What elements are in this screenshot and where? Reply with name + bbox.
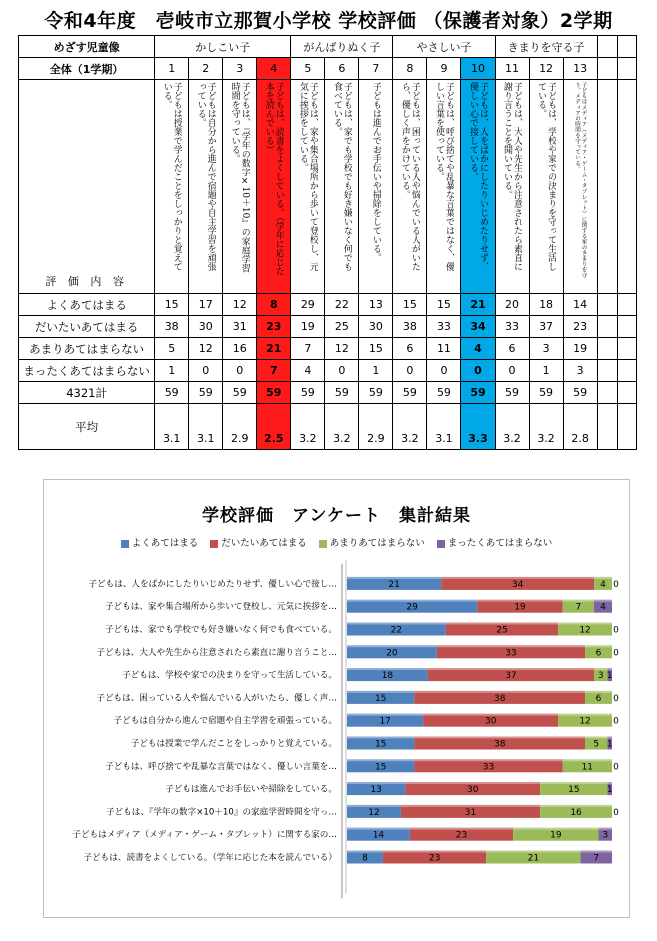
item-text: 子どもは、家や集合場所から歩いて登校し、元気に挨拶をしている。	[297, 82, 318, 271]
bar-value-label: 0	[613, 807, 619, 818]
bar-highlight	[347, 851, 383, 853]
table-cell: 3.1	[155, 404, 189, 450]
bar-highlight	[437, 645, 585, 647]
item-number: 1	[155, 58, 189, 80]
table-cell: 13	[359, 294, 393, 316]
item-text-cell	[291, 80, 325, 294]
row-label: だいたいあてはまる	[19, 316, 155, 338]
bar-value-label: 23	[428, 853, 441, 864]
item-number: 8	[393, 58, 427, 80]
category-label: 子どもは進んでお手伝いや掃除をしている。	[165, 784, 337, 795]
table-cell: 59	[461, 382, 495, 404]
table-cell: 59	[393, 382, 427, 404]
bar-highlight	[347, 759, 414, 761]
item-text-cell	[393, 80, 427, 294]
stacked-bar-chart	[44, 480, 631, 919]
empty-cell	[597, 338, 618, 360]
empty-cell	[597, 316, 618, 338]
legend-label: まったくあてはまらない	[447, 538, 553, 549]
bar-highlight	[410, 828, 513, 830]
table-cell: 30	[359, 316, 393, 338]
table-row	[19, 382, 637, 404]
bar-highlight	[347, 828, 410, 830]
bar-value-label: 23	[455, 830, 468, 841]
bar-highlight	[585, 645, 612, 647]
bar-value-label: 11	[581, 762, 594, 773]
item-text-cell	[189, 80, 223, 294]
table-cell: 18	[529, 294, 563, 316]
bar-highlight	[594, 577, 612, 579]
table-cell: 21	[257, 338, 291, 360]
bar-value-label: 1	[606, 671, 613, 682]
table-cell: 17	[189, 294, 223, 316]
bar-highlight	[563, 759, 612, 761]
table-cell: 15	[393, 294, 427, 316]
item-text-cell	[223, 80, 257, 294]
bar-value-label: 6	[595, 693, 602, 704]
bar-value-label: 3	[597, 671, 604, 682]
bar-highlight	[414, 737, 585, 739]
bar-value-label: 17	[379, 716, 391, 727]
table-cell: 20	[495, 294, 529, 316]
table-cell: 34	[461, 316, 495, 338]
item-number: 4	[257, 58, 291, 80]
table-cell: 6	[495, 338, 529, 360]
bar-highlight	[585, 737, 607, 739]
table-cell: 59	[359, 382, 393, 404]
table-cell: 29	[291, 294, 325, 316]
empty-cell	[618, 382, 637, 404]
table-cell: 12	[325, 338, 359, 360]
bar-value-label: 13	[370, 785, 382, 796]
table-cell: 3.2	[529, 404, 563, 450]
table-cell: 12	[223, 294, 257, 316]
bar-value-label: 33	[482, 762, 495, 773]
table-cell: 4	[291, 360, 325, 382]
category-label: 子どもは、困っている人や悩んでいる人がいたら、優しく声…	[96, 693, 337, 704]
category-label: 子どもはメディア（メディア・ゲーム・タブレット）に関する家の…	[72, 830, 337, 841]
table-cell: 0	[189, 360, 223, 382]
bar-highlight	[347, 577, 441, 579]
bar-highlight	[405, 782, 540, 784]
bar-highlight	[594, 668, 607, 670]
table-cell: 59	[291, 382, 325, 404]
item-text: 子どもは、『学年の数字×10＋10』の家庭学習時間を守っている。	[229, 82, 250, 273]
table-cell: 25	[325, 316, 359, 338]
item-text: 子どもは、呼び捨てや乱暴な言葉ではなく、優しい言葉を使っている。	[433, 82, 454, 271]
item-text-cell	[461, 80, 495, 294]
table-cell: 0	[325, 360, 359, 382]
table-cell: 37	[529, 316, 563, 338]
table-cell: 2.5	[257, 404, 291, 450]
bar-highlight	[581, 851, 612, 853]
table-cell: 3	[563, 360, 597, 382]
item-number: 6	[325, 58, 359, 80]
table-cell: 4	[461, 338, 495, 360]
table-cell: 38	[155, 316, 189, 338]
bar-highlight	[558, 714, 612, 716]
bar-value-label: 12	[368, 807, 380, 818]
bar-highlight	[347, 600, 477, 602]
table-cell: 3.2	[393, 404, 427, 450]
row-label: まったくあてはまらない	[19, 360, 155, 382]
table-cell: 59	[223, 382, 257, 404]
goal-group-kimari: きまりを守る子	[495, 36, 597, 58]
row-label: あまりあてはまらない	[19, 338, 155, 360]
table-cell: 38	[393, 316, 427, 338]
bar-highlight	[599, 828, 612, 830]
overall-label: 全体（1学期）	[19, 58, 155, 80]
table-cell: 3.2	[291, 404, 325, 450]
table-cell: 2.8	[563, 404, 597, 450]
table-cell: 12	[189, 338, 223, 360]
bar-value-label: 12	[579, 625, 591, 636]
bar-highlight	[414, 759, 562, 761]
bar-value-label: 19	[514, 602, 526, 613]
page-title: 令和4年度 壱岐市立那賀小学校 学校評価 （保護者対象）2学期	[44, 10, 613, 32]
table-cell: 16	[223, 338, 257, 360]
table-cell: 14	[563, 294, 597, 316]
bar-highlight	[428, 668, 594, 670]
item-text: 子どもは、人をばかにしたりいじめたりせず、優しい心で接している。	[467, 82, 488, 271]
item-text-cell	[563, 80, 597, 294]
bar-value-label: 37	[505, 671, 517, 682]
table-cell: 3.1	[427, 404, 461, 450]
row-label: 平均	[19, 404, 155, 450]
table-cell: 15	[359, 338, 393, 360]
item-text-cell	[155, 80, 189, 294]
bar-highlight	[585, 691, 612, 693]
table-cell: 59	[563, 382, 597, 404]
item-text-cell	[359, 80, 393, 294]
empty-cell	[597, 80, 618, 294]
empty-cell	[597, 36, 618, 58]
table-cell: 59	[325, 382, 359, 404]
bar-value-label: 19	[550, 830, 562, 841]
bar-value-label: 0	[613, 762, 619, 773]
table-cell: 6	[393, 338, 427, 360]
empty-cell	[597, 404, 618, 450]
empty-cell	[618, 294, 637, 316]
survey-table	[18, 35, 637, 450]
bar-value-label: 15	[374, 693, 387, 704]
empty-cell	[597, 360, 618, 382]
table-cell: 2.9	[223, 404, 257, 450]
bar-value-label: 3	[602, 830, 609, 841]
item-text: 子どもは、困っている人や悩んでいる人がいたら、優しく声をかけている。	[399, 82, 420, 271]
table-cell: 30	[189, 316, 223, 338]
item-number: 2	[189, 58, 223, 80]
legend-label: よくあてはまる	[131, 538, 199, 549]
bar-highlight	[540, 782, 607, 784]
bar-value-label: 21	[527, 853, 540, 864]
table-cell: 1	[529, 360, 563, 382]
bar-value-label: 7	[575, 602, 582, 613]
table-cell: 7	[257, 360, 291, 382]
bar-highlight	[477, 600, 562, 602]
table-row	[19, 316, 637, 338]
table-cell: 19	[291, 316, 325, 338]
item-text: 子どもは、家でも学校でも好き嫌いなく何でも食べている。	[331, 82, 352, 271]
item-number: 9	[427, 58, 461, 80]
bar-value-label: 7	[593, 853, 600, 864]
bar-highlight	[446, 623, 558, 625]
empty-cell	[618, 316, 637, 338]
table-cell: 59	[189, 382, 223, 404]
bar-value-label: 16	[570, 807, 582, 818]
bar-highlight	[608, 668, 612, 670]
table-cell: 59	[427, 382, 461, 404]
item-text: 子どもはメディア（メディア・ゲーム・タブレット）に関する家のきまりを守り、メディアの時間を守っている。	[574, 82, 587, 278]
item-text: 子どもは、学校や家での決まりを守って生活している。	[536, 82, 557, 271]
bar-value-label: 1	[606, 739, 613, 750]
bar-highlight	[347, 714, 423, 716]
table-cell: 19	[563, 338, 597, 360]
eval-label-cell	[19, 80, 155, 294]
bar-highlight	[414, 691, 585, 693]
category-label: 子どもは、家でも学校でも好き嫌いなく何でも食べている。	[104, 625, 337, 635]
empty-cell	[618, 80, 637, 294]
bar-highlight	[423, 714, 558, 716]
bar-highlight	[441, 577, 594, 579]
table-cell: 0	[393, 360, 427, 382]
bar-highlight	[558, 623, 612, 625]
category-label: 子どもは自分から進んで宿題や自主学習を頑張っている。	[113, 716, 337, 727]
empty-cell	[597, 382, 618, 404]
goal-group-ganbari: がんばりぬく子	[291, 36, 393, 58]
table-cell: 0	[461, 360, 495, 382]
table-cell: 3.2	[325, 404, 359, 450]
legend-label: だいたいあてはまる	[221, 538, 307, 549]
eval-label: 評 価 内 容	[45, 275, 128, 288]
bar-value-label: 5	[593, 739, 600, 750]
table-cell: 15	[155, 294, 189, 316]
legend-label: あまりあてはまらない	[329, 538, 425, 549]
item-text: 子どもは自分から進んで宿題や自主学習を頑張っている。	[195, 82, 216, 271]
goal-group-kashikoi: かしこい子	[155, 36, 291, 58]
item-text: 子どもは授業で学んだことをしっかりと覚えている。	[161, 82, 182, 271]
empty-cell	[618, 338, 637, 360]
bar-value-label: 25	[496, 625, 508, 636]
table-cell: 3	[529, 338, 563, 360]
item-number: 12	[529, 58, 563, 80]
table-cell: 21	[461, 294, 495, 316]
bar-highlight	[347, 805, 401, 807]
table-cell: 7	[291, 338, 325, 360]
bar-value-label: 20	[386, 648, 398, 659]
category-label: 子どもは、人をばかにしたりいじめたりせず、優しい心で接し…	[88, 579, 337, 590]
category-label: 子どもは、家や集合場所から歩いて登校し、元気に挨拶を…	[104, 602, 337, 613]
category-label: 子どもは、呼び捨てや乱暴な言葉ではなく、優しい言葉を…	[105, 761, 337, 772]
item-text: 子どもは、読書をよくしている。（学年に応じた本を読んでいる）	[263, 82, 284, 276]
table-cell: 1	[155, 360, 189, 382]
category-label: 子どもは、『学年の数字×10＋10』の家庭学習時間を守っ…	[105, 807, 337, 818]
bar-highlight	[563, 600, 594, 602]
bar-highlight	[347, 623, 446, 625]
bar-value-label: 4	[600, 579, 606, 590]
table-cell: 59	[529, 382, 563, 404]
bar-value-label: 33	[505, 648, 517, 659]
table-cell: 33	[427, 316, 461, 338]
bar-highlight	[608, 782, 612, 784]
item-number: 5	[291, 58, 325, 80]
empty-cell	[618, 36, 637, 58]
bar-value-label: 8	[362, 853, 368, 864]
bar-value-label: 15	[568, 785, 580, 796]
item-number: 11	[495, 58, 529, 80]
empty-cell	[597, 294, 618, 316]
empty-cell	[618, 404, 637, 450]
bar-value-label: 15	[374, 762, 387, 773]
bar-highlight	[347, 782, 405, 784]
bar-highlight	[383, 851, 486, 853]
bar-value-label: 30	[467, 785, 479, 796]
item-text-cell	[257, 80, 291, 294]
bar-highlight	[594, 600, 612, 602]
bar-highlight	[347, 645, 437, 647]
table-cell: 15	[427, 294, 461, 316]
item-number: 3	[223, 58, 257, 80]
table-cell: 59	[257, 382, 291, 404]
goal-header: めざす児童像	[19, 36, 155, 58]
bar-value-label: 30	[485, 716, 497, 727]
bar-value-label: 38	[493, 739, 506, 750]
table-cell: 2.9	[359, 404, 393, 450]
item-text-cell	[427, 80, 461, 294]
table-cell: 23	[563, 316, 597, 338]
item-number: 13	[563, 58, 597, 80]
item-number: 10	[461, 58, 495, 80]
bar-value-label: 34	[511, 579, 524, 590]
category-label: 子どもは、読書をよくしている。（学年に応じた本を読んでいる）	[83, 853, 337, 863]
bar-highlight	[608, 737, 612, 739]
bar-value-label: 29	[406, 602, 418, 613]
table-cell: 8	[257, 294, 291, 316]
bar-highlight	[486, 851, 580, 853]
table-cell: 1	[359, 360, 393, 382]
empty-cell	[618, 360, 637, 382]
chart-title: 学校評価 アンケート 集計結果	[202, 506, 471, 526]
item-text: 子どもは、大人や先生から注意されたら素直に謝り言うことを聞いている。	[502, 82, 523, 271]
bar-value-label: 12	[579, 716, 591, 727]
table-cell: 3.2	[495, 404, 529, 450]
row-label: よくあてはまる	[19, 294, 155, 316]
bar-highlight	[540, 805, 612, 807]
bar-value-label: 21	[388, 579, 400, 590]
category-label: 子どもは、学校や家での決まりを守って生活している。	[122, 670, 337, 681]
chart-frame	[43, 479, 630, 918]
bar-highlight	[513, 828, 598, 830]
bar-value-label: 0	[613, 648, 619, 659]
table-cell: 0	[495, 360, 529, 382]
empty-cell	[618, 58, 637, 80]
bar-highlight	[347, 668, 428, 670]
bar-value-label: 0	[613, 693, 619, 704]
bar-value-label: 4	[600, 602, 606, 613]
table-row	[19, 404, 637, 450]
item-text-cell	[529, 80, 563, 294]
table-cell: 3.1	[189, 404, 223, 450]
bar-value-label: 1	[606, 785, 613, 796]
table-cell: 23	[257, 316, 291, 338]
item-number: 7	[359, 58, 393, 80]
table-row	[19, 338, 637, 360]
item-text-cell	[495, 80, 529, 294]
category-label: 子どもは、大人や先生から注意されたら素直に謝り言うこと…	[96, 647, 337, 658]
bar-value-label: 0	[613, 625, 619, 636]
bar-highlight	[401, 805, 540, 807]
bar-value-label: 15	[374, 739, 387, 750]
table-cell: 22	[325, 294, 359, 316]
bar-value-label: 0	[613, 579, 619, 590]
bar-value-label: 18	[381, 671, 394, 682]
bar-highlight	[347, 737, 414, 739]
table-row	[19, 294, 637, 316]
bar-value-label: 38	[493, 693, 506, 704]
table-cell: 31	[223, 316, 257, 338]
table-cell: 0	[223, 360, 257, 382]
table-cell: 59	[155, 382, 189, 404]
table-cell: 0	[427, 360, 461, 382]
bar-value-label: 6	[595, 648, 602, 659]
bar-highlight	[347, 691, 414, 693]
table-cell: 11	[427, 338, 461, 360]
empty-cell	[597, 58, 618, 80]
bar-value-label: 31	[464, 807, 477, 818]
table-cell: 59	[495, 382, 529, 404]
item-text-cell	[325, 80, 359, 294]
table-cell: 33	[495, 316, 529, 338]
table-cell: 3.3	[461, 404, 495, 450]
row-label: 4321計	[19, 382, 155, 404]
category-label: 子どもは授業で学んだことをしっかりと覚えている。	[130, 739, 337, 749]
table-row	[19, 360, 637, 382]
table-cell: 5	[155, 338, 189, 360]
item-text: 子どもは進んでお手伝いや掃除をしている。	[370, 82, 381, 262]
bar-value-label: 22	[390, 625, 403, 636]
bar-value-label: 14	[372, 830, 385, 841]
bar-value-label: 0	[613, 716, 619, 727]
goal-group-yasashii: やさしい子	[393, 36, 495, 58]
